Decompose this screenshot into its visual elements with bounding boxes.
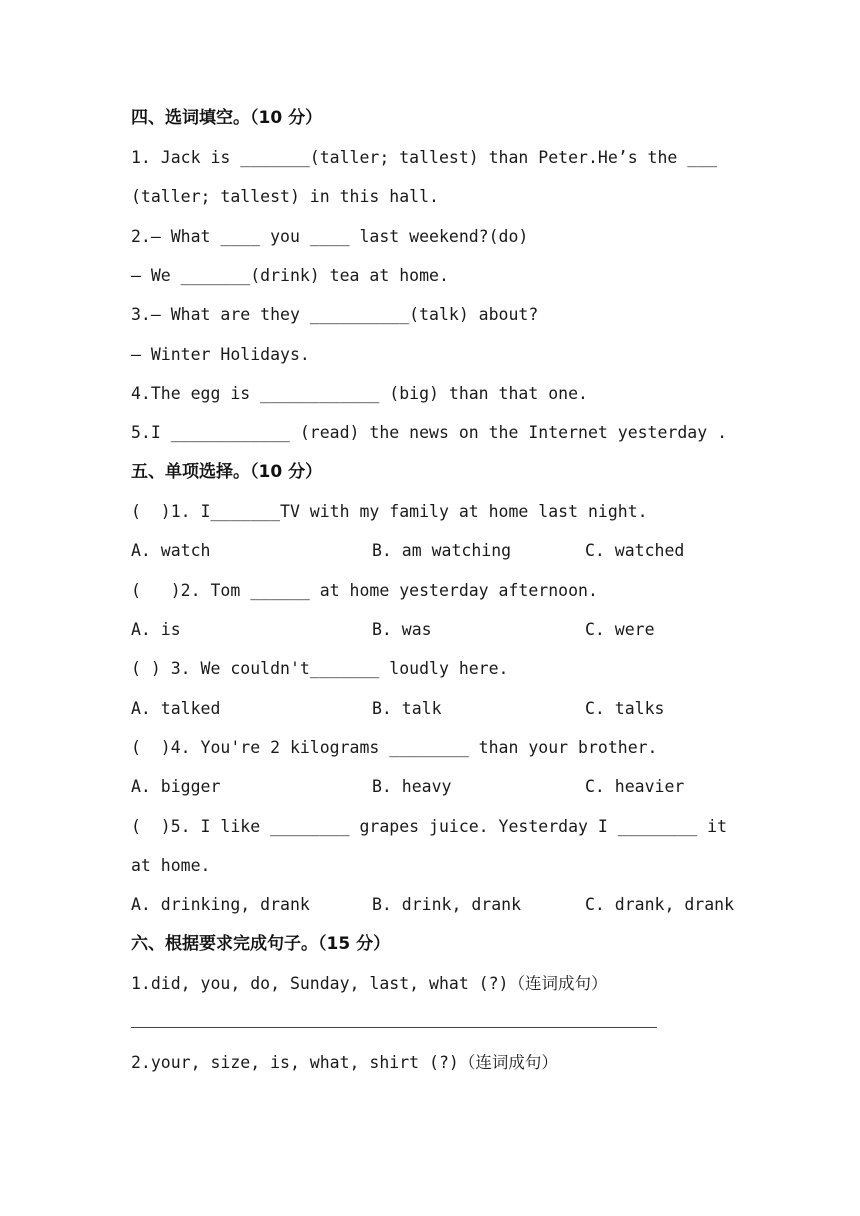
question-3-option-b: B. talk bbox=[372, 699, 442, 718]
question-2-option-a: A. is bbox=[131, 620, 181, 639]
question-3-option-a: A. talked bbox=[131, 699, 221, 718]
section-4-line-3: 2.— What ____ you ____ last weekend?(do) bbox=[131, 227, 529, 246]
question-3-option-c: C. talks bbox=[585, 699, 665, 718]
question-1-option-c: C. watched bbox=[585, 541, 685, 560]
section-6-heading: 六、根据要求完成句子。（15 分） bbox=[131, 934, 391, 954]
question-3-stem: ( ) 3. We couldn't_______ loudly here. bbox=[131, 659, 509, 678]
question-4-option-a: A. bigger bbox=[131, 777, 221, 796]
section-5-heading: 五、单项选择。（10 分） bbox=[131, 462, 323, 482]
question-5-option-c: C. drank, drank bbox=[585, 895, 735, 914]
section-4-line-1: 1. Jack is _______(taller; tallest) than Peter.He’s the ___ bbox=[131, 148, 718, 167]
section-4-line-6: — Winter Holidays. bbox=[131, 345, 310, 364]
section-4-line-8: 5.I ____________ (read) the news on the Internet yesterday . bbox=[131, 423, 728, 442]
question-2-stem: ( )2. Tom ______ at home yesterday afternoon. bbox=[131, 581, 598, 600]
section-6-item-1: 1.did, you, do, Sunday, last, what (?)（连词成句） bbox=[131, 974, 608, 993]
question-1-option-a: A. watch bbox=[131, 541, 211, 560]
question-2-option-b: B. was bbox=[372, 620, 432, 639]
question-2-option-c: C. were bbox=[585, 620, 655, 639]
section-4-line-4: — We _______(drink) tea at home. bbox=[131, 266, 449, 285]
question-5-option-b: B. drink, drank bbox=[372, 895, 522, 914]
question-4-stem: ( )4. You're 2 kilograms ________ than your brother. bbox=[131, 738, 658, 757]
question-4-option-b: B. heavy bbox=[372, 777, 452, 796]
section-4-line-5: 3.— What are they __________(talk) about? bbox=[131, 305, 539, 324]
section-6-item-2: 2.your, size, is, what, shirt (?)（连词成句） bbox=[131, 1053, 558, 1072]
question-1-stem: ( )1. I_______TV with my family at home last night. bbox=[131, 502, 648, 521]
question-1-option-b: B. am watching bbox=[372, 541, 512, 560]
question-5-stem: ( )5. I like ________ grapes juice. Yesterday I ________ it bbox=[131, 817, 728, 836]
question-5-stem-continued: at home. bbox=[131, 856, 211, 875]
answer-line bbox=[131, 1027, 657, 1028]
section-4-line-7: 4.The egg is ____________ (big) than that one. bbox=[131, 384, 588, 403]
section-4-line-2: (taller; tallest) in this hall. bbox=[131, 187, 439, 206]
question-5-option-a: A. drinking, drank bbox=[131, 895, 310, 914]
question-4-option-c: C. heavier bbox=[585, 777, 685, 796]
section-4-heading: 四、选词填空。（10 分） bbox=[131, 108, 323, 128]
